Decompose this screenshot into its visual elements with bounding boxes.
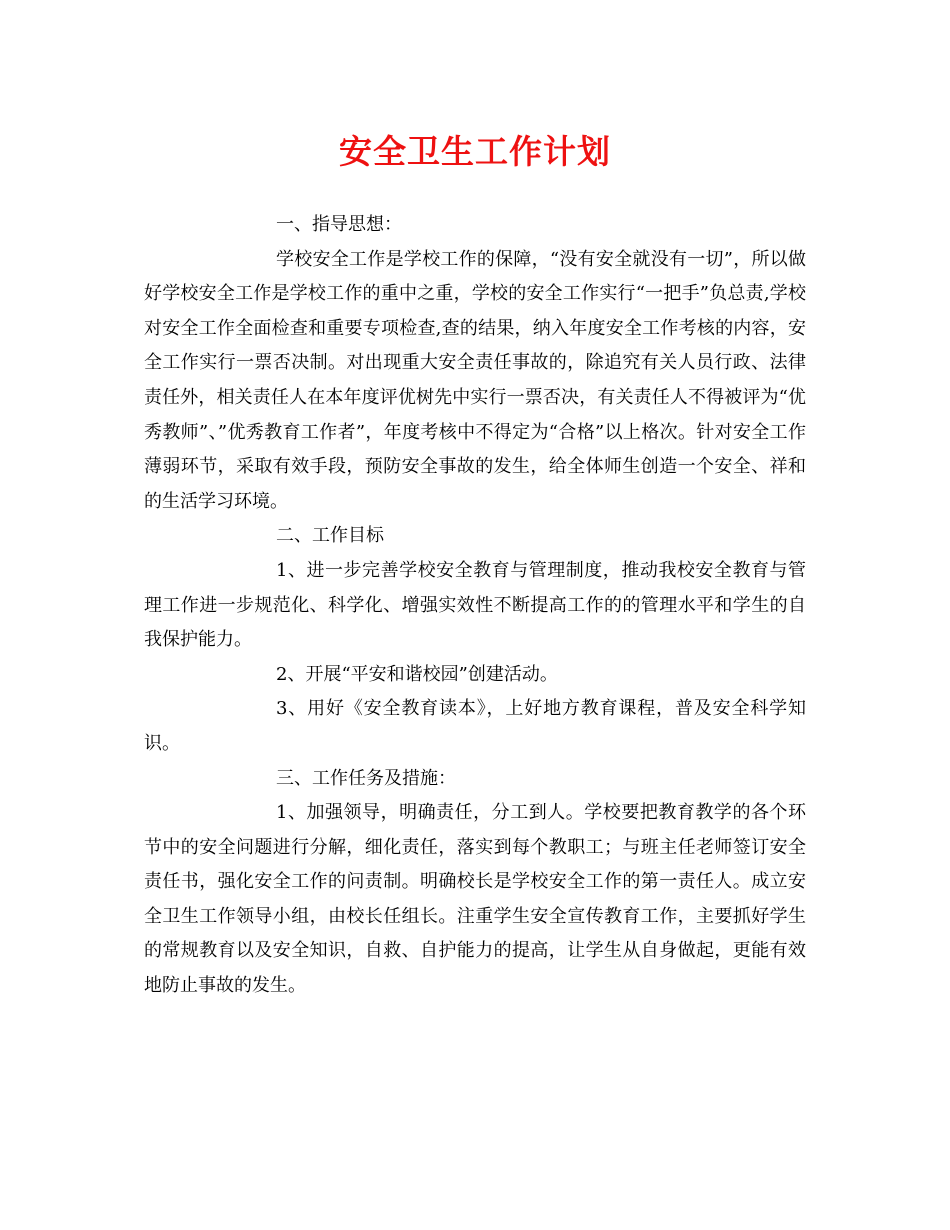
document-body	[144, 208, 806, 1004]
paragraph-task-1: 1、加强领导，明确责任，分工到人。学校要把教育教学的各个环节中的安全问题进行分解，细化责任，落实到每个教职工；与班主任老师签订安全责任书，强化安全工作的问责制。明确校长是学校安全工作的第一责任人。成立安全卫生工作领导小组，由校长任组长。注重学生安全宣传教育工作，主要抓好学生的常规教育以及安全知识，自救、自护能力的提高，让学生从自身做起，更能有效地防止事故的发生。	[144, 802, 806, 997]
section-heading-work-goals: 二、工作目标	[276, 525, 384, 547]
paragraph-guiding-ideology: 学校安全工作是学校工作的保障，“没有安全就没有一切”，所以做好学校安全工作是学校工作的重中之重，学校的安全工作实行“一把手”负总责,学校对安全工作全面检查和重要专项检查,查的结果，纳入年度安全工作考核的内容，安全工作实行一票否决制。对出现重大安全责任事故的，除追究有关人员行政、法律责任外，相关责任人在本年度评优树先中实行一票否决，有关责任人不得被评为“优秀教师”、”优秀教育工作者”，年度考核中不得定为“合格”以上格次。针对安全工作薄弱环节，采取有效手段，预防安全事故的发生，给全体师生创造一个安全、祥和的生活学习环境。	[144, 248, 806, 512]
section-heading-tasks-measures: 三、工作任务及措施：	[276, 767, 456, 789]
paragraph-goal-3: 3、用好《安全教育读本》，上好地方教育课程，普及安全科学知识。	[144, 698, 806, 754]
document-title: 安全卫生工作计划	[339, 132, 611, 171]
section-heading-guiding-ideology: 一、指导思想：	[276, 214, 402, 235]
paragraph-goal-2: 2、开展“平安和谐校园”创建活动。	[276, 663, 558, 685]
paragraph-goal-1: 1、进一步完善学校安全教育与管理制度，推动我校安全教育与管理工作进一步规范化、科学化、增强实效性不断提高工作的的管理水平和学生的自我保护能力。	[144, 559, 806, 651]
